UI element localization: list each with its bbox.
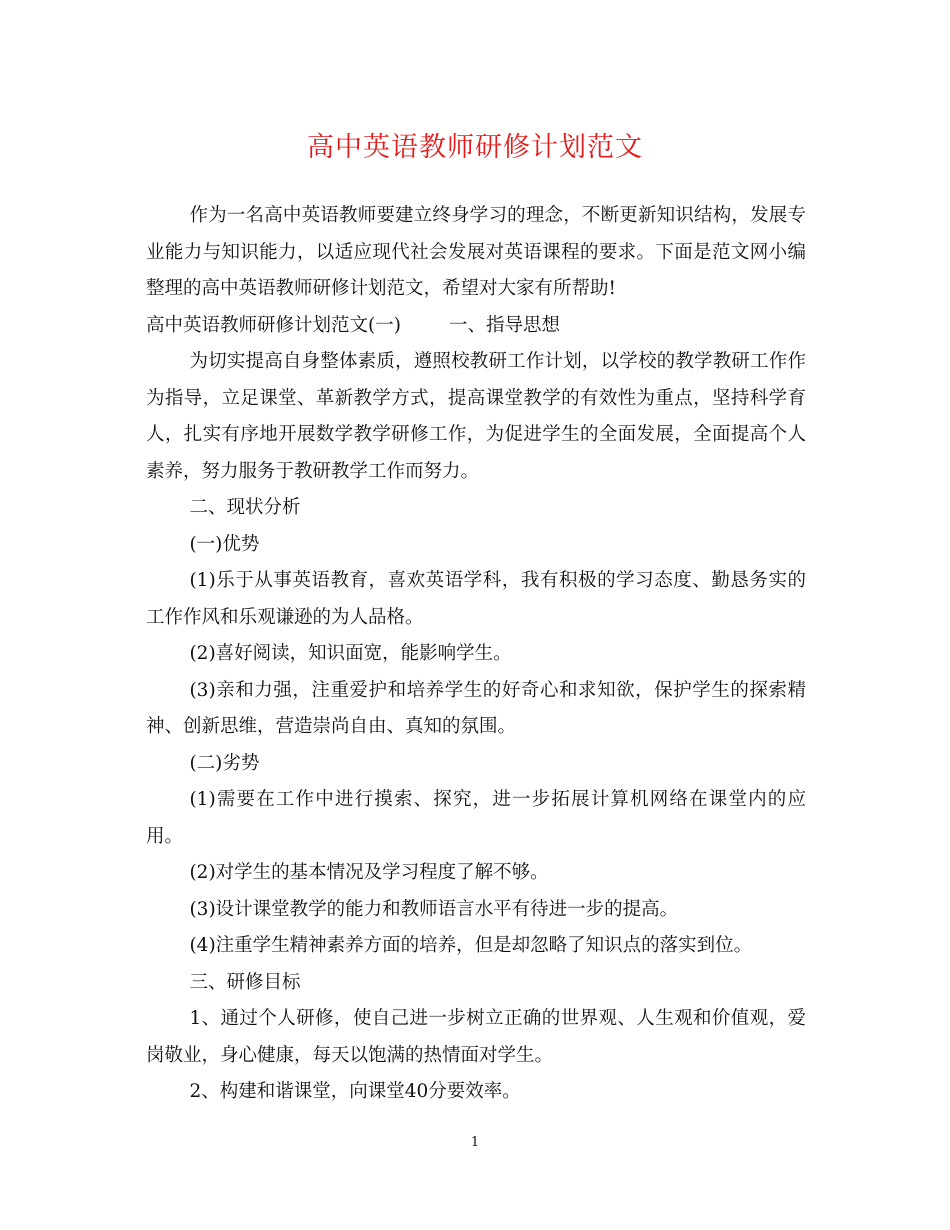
document-body	[146, 198, 806, 1111]
weakness-item-4: (4)注重学生精神素养方面的培养，但是却忽略了知识点的落实到位。	[189, 935, 753, 956]
weakness-item-1: (1)需要在工作中进行摸索、探究，进一步拓展计算机网络在课堂内的应用。	[146, 789, 806, 847]
section-study-goals: 三、研修目标	[189, 971, 301, 993]
section-guiding-ideology: 一、指导思想	[448, 314, 560, 336]
guiding-ideology-paragraph: 为切实提高自身整体素质，遵照校教研工作计划，以学校的教学教研工作作为指导，立足课堂、革新教学方式，提高课堂教学的有效性为重点，坚持科学育人，扎实有序地开展数学教学研修工作，为促进学生的全面发展，全面提高个人素养，努力服务于教研教学工作而努力。	[146, 351, 806, 482]
goal-item-2: 2、构建和谐课堂，向课堂40分要效率。	[189, 1081, 521, 1102]
weakness-item-3: (3)设计课堂教学的能力和教师语言水平有待进一步的提高。	[189, 898, 679, 920]
subsection-strengths: (一)优势	[189, 533, 260, 555]
subsection-weaknesses: (二)劣势	[189, 752, 260, 774]
goal-item-1: 1、通过个人研修，使自己进一步树立正确的世界观、人生观和价值观，爱岗敬业，身心健康，每天以饱满的热情面对学生。	[146, 1008, 806, 1066]
plan-heading: 高中英语教师研修计划范文(一)	[146, 314, 401, 336]
section-heading-line	[146, 308, 806, 345]
strength-item-1: (1)乐于从事英语教育，喜欢英语学科，我有积极的学习态度、勤恳务实的工作作风和乐观谦逊的为人品格。	[146, 570, 806, 628]
strength-item-3: (3)亲和力强，注重爱护和培养学生的好奇心和求知欲，保护学生的探索精神、创新思维，营造崇尚自由、真知的氛围。	[146, 679, 806, 737]
section-status-analysis: 二、现状分析	[189, 497, 301, 518]
weakness-item-2: (2)对学生的基本情况及学习程度了解不够。	[189, 862, 549, 883]
page-number: 1	[470, 1135, 480, 1150]
intro-paragraph: 作为一名高中英语教师要建立终身学习的理念，不断更新知识结构，发展专业能力与知识能力，以适应现代社会发展对英语课程的要求。下面是范文网小编整理的高中英语教师研修计划范文，希望对大家有所帮助!	[146, 205, 806, 299]
document-title: 高中英语教师研修计划范文	[307, 132, 643, 163]
strength-item-2: (2)喜好阅读，知识面宽，能影响学生。	[189, 643, 512, 664]
